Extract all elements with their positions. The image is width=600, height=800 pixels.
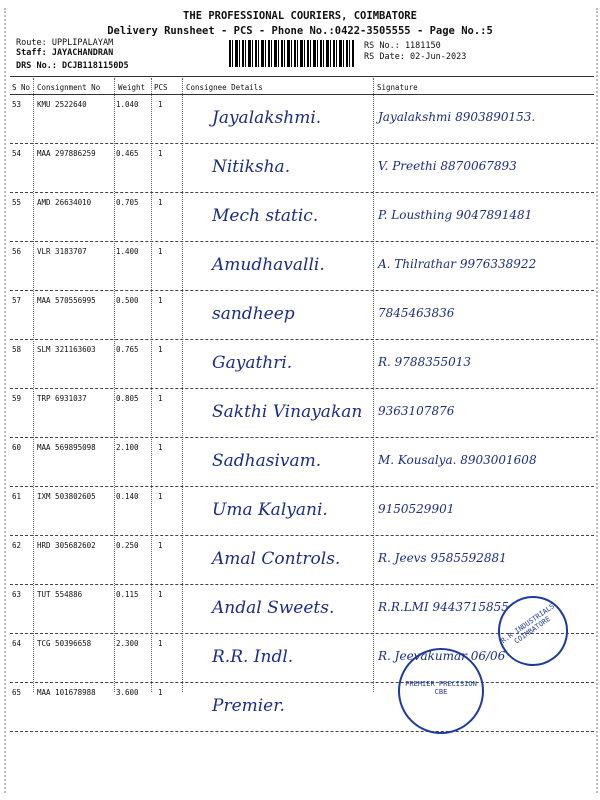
row-signature: R. Jeevakumar 06/06: [378, 649, 506, 663]
row-weight: 0.500: [116, 296, 139, 305]
col-divider: [373, 78, 374, 692]
row-consignee-name: R.R. Indl.: [212, 647, 294, 667]
row-separator: [10, 241, 594, 242]
row-sno: 59: [12, 394, 22, 403]
row-weight: 0.465: [116, 149, 139, 158]
rs-no-label: RS No.: 1181150: [364, 41, 441, 51]
row-consignment-no: AMD 26634010: [37, 198, 92, 207]
row-consignment-no: TRP 6931037: [37, 394, 87, 403]
row-consignee-name: sandheep: [212, 304, 295, 324]
row-consignment-no: IXM 503802605: [37, 492, 96, 501]
row-signature: 7845463836: [378, 306, 455, 320]
row-separator: [10, 535, 594, 536]
row-sno: 62: [12, 541, 22, 550]
row-pcs: 1: [158, 688, 163, 697]
company-stamp: [484, 582, 581, 679]
row-separator: [10, 584, 594, 585]
row-weight: 2.300: [116, 639, 139, 648]
row-pcs: 1: [158, 590, 163, 599]
row-pcs: 1: [158, 296, 163, 305]
row-sno: 57: [12, 296, 22, 305]
row-separator: [10, 731, 594, 732]
row-pcs: 1: [158, 247, 163, 256]
row-weight: 0.765: [116, 345, 139, 354]
row-weight: 3.600: [116, 688, 139, 697]
row-consignee-name: Jayalakshmi.: [212, 108, 322, 128]
row-consignment-no: MAA 569895098: [37, 443, 96, 452]
rs-date-label: RS Date: 02-Jun-2023: [364, 52, 467, 62]
row-consignee-name: Sadhasivam.: [212, 451, 322, 471]
row-separator: [10, 339, 594, 340]
row-consignment-no: KMU 2522640: [37, 100, 87, 109]
row-consignment-no: VLR 3183707: [37, 247, 87, 256]
document-title: THE PROFESSIONAL COURIERS, COIMBATORE: [183, 10, 417, 22]
row-pcs: 1: [158, 443, 163, 452]
row-pcs: 1: [158, 345, 163, 354]
col-divider: [33, 78, 34, 692]
row-consignment-no: TUT 554886: [37, 590, 83, 599]
row-consignment-no: MAA 570556995: [37, 296, 96, 305]
row-pcs: 1: [158, 541, 163, 550]
row-sno: 56: [12, 247, 22, 256]
col-header-weight: Weight: [118, 83, 146, 92]
row-signature: V. Preethi 8870067893: [378, 159, 517, 173]
row-signature: R.R.LMI 9443715855: [378, 600, 509, 614]
col-header-consignment: Consignment No: [37, 83, 101, 92]
row-pcs: 1: [158, 394, 163, 403]
row-signature: R. 9788355013: [378, 355, 472, 369]
row-weight: 0.250: [116, 541, 139, 550]
table-top-rule: [10, 76, 594, 77]
row-signature: A. Thilrathar 9976338922: [378, 257, 537, 271]
row-signature: 9150529901: [378, 502, 455, 516]
row-consignee-name: Gayathri.: [212, 353, 293, 373]
scan-edge-left: [4, 8, 6, 793]
row-pcs: 1: [158, 198, 163, 207]
scan-edge-right: [596, 8, 598, 793]
col-header-signature: Signature: [377, 83, 418, 92]
row-consignee-name: Mech static.: [212, 206, 319, 226]
row-consignment-no: SLM 321163603: [37, 345, 96, 354]
row-sno: 64: [12, 639, 22, 648]
row-separator: [10, 437, 594, 438]
drs-label: DRS No.: DCJB1181150D5: [16, 61, 129, 71]
row-consignment-no: MAA 101678988: [37, 688, 96, 697]
row-separator: [10, 682, 594, 683]
barcode: [229, 40, 354, 67]
row-consignment-no: MAA 297886259: [37, 149, 96, 158]
row-consignee-name: Uma Kalyani.: [212, 500, 328, 520]
row-weight: 1.040: [116, 100, 139, 109]
row-separator: [10, 290, 594, 291]
row-pcs: 1: [158, 639, 163, 648]
row-pcs: 1: [158, 100, 163, 109]
col-header-pcs: PCS: [154, 83, 168, 92]
row-weight: 0.115: [116, 590, 139, 599]
row-sno: 53: [12, 100, 22, 109]
row-weight: 0.805: [116, 394, 139, 403]
row-sno: 54: [12, 149, 22, 158]
row-sno: 58: [12, 345, 22, 354]
row-weight: 2.100: [116, 443, 139, 452]
row-pcs: 1: [158, 492, 163, 501]
row-consignee-name: Premier.: [212, 696, 285, 716]
row-sno: 55: [12, 198, 22, 207]
stamp-text: R.R INDUSTRIALS COIMBATORE: [499, 602, 557, 646]
row-sno: 65: [12, 688, 22, 697]
row-signature: M. Kousalya. 8903001608: [378, 453, 537, 467]
row-sno: 60: [12, 443, 22, 452]
document-subtitle: Delivery Runsheet - PCS - Phone No.:0422-3505555 - Page No.:5: [107, 25, 493, 37]
row-separator: [10, 192, 594, 193]
row-pcs: 1: [158, 149, 163, 158]
col-header-consignee: Consignee Details: [186, 83, 263, 92]
route-label: Route: UPPLIPALAYAM: [16, 38, 114, 48]
row-consignment-no: HRD 305682602: [37, 541, 96, 550]
row-consignee-name: Andal Sweets.: [212, 598, 335, 618]
col-divider: [182, 78, 183, 692]
col-divider: [151, 78, 152, 692]
company-stamp-2: [398, 648, 484, 734]
row-signature: R. Jeevs 9585592881: [378, 551, 507, 565]
row-weight: 0.705: [116, 198, 139, 207]
row-signature: Jayalakshmi 8903890153.: [378, 110, 536, 124]
header-bottom-rule: [10, 94, 594, 95]
row-consignee-name: Sakthi Vinayakan: [212, 402, 363, 422]
row-consignment-no: TCG 50396658: [37, 639, 92, 648]
row-separator: [10, 486, 594, 487]
row-weight: 1.400: [116, 247, 139, 256]
row-signature: 9363107876: [378, 404, 455, 418]
row-consignee-name: Amudhavalli.: [212, 255, 325, 275]
row-consignee-name: Amal Controls.: [212, 549, 341, 569]
row-sno: 63: [12, 590, 22, 599]
col-header-sno: S No: [12, 83, 31, 92]
row-signature: P. Lousthing 9047891481: [378, 208, 533, 222]
row-separator: [10, 143, 594, 144]
row-consignee-name: Nitiksha.: [212, 157, 291, 177]
col-divider: [114, 78, 115, 692]
row-weight: 0.140: [116, 492, 139, 501]
stamp2-text: PREMIER PRECISION CBE: [405, 680, 477, 696]
staff-label: Staff: JAYACHANDRAN: [16, 48, 114, 58]
row-separator: [10, 388, 594, 389]
row-sno: 61: [12, 492, 22, 501]
